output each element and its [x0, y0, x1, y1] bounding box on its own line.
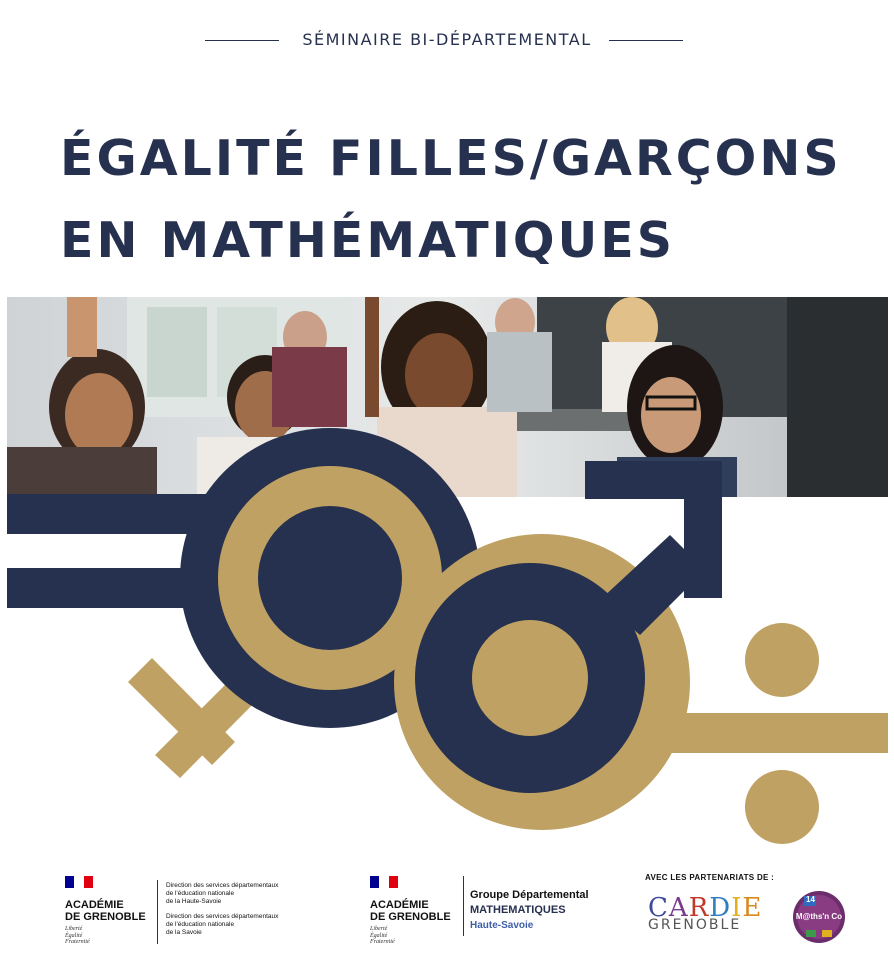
venus-inner-ring — [258, 506, 402, 650]
academie-grenoble-logo-1 — [65, 876, 165, 946]
republic-motto: Liberté Égalité Fraternité — [370, 926, 395, 945]
mars-inner-disc — [472, 620, 588, 736]
mathsenco-number: 14 — [806, 895, 815, 904]
title-line-2: EN MATHÉMATIQUES — [60, 212, 676, 269]
division-dot-bottom — [745, 770, 819, 844]
french-flag-icon — [65, 876, 93, 888]
academie-name: ACADÉMIE DE GRENOBLE — [370, 899, 451, 923]
logo-1-divider — [157, 880, 158, 944]
dsden-haute-savoie: Direction des services départementaux de l'éducation nationale de la Haute-Savoie — [166, 882, 279, 905]
republic-motto: Liberté Égalité Fraternité — [65, 926, 90, 945]
division-bar — [650, 713, 888, 753]
seminar-kicker: SÉMINAIRE BI-DÉPARTEMENTAL — [302, 30, 592, 49]
page-title — [60, 118, 842, 282]
logo-2-divider — [463, 876, 464, 936]
kicker-rule-right — [609, 40, 683, 41]
title-line-1: ÉGALITÉ FILLES/GARÇONS — [60, 130, 842, 187]
partners-label: AVEC LES PARTENARIATS DE : — [645, 873, 775, 882]
gender-equality-graphic — [0, 420, 894, 850]
division-dot-top — [745, 623, 819, 697]
cardie-grenoble-logo — [648, 893, 773, 933]
mathsenco-text: M@ths'n Co — [795, 912, 843, 921]
french-flag-icon — [370, 876, 398, 888]
mathsenco-logo — [792, 890, 846, 944]
academie-name: ACADÉMIE DE GRENOBLE — [65, 899, 146, 923]
cardie-wordmark: CARDIE — [648, 893, 763, 923]
cardie-city: GRENOBLE — [648, 917, 742, 933]
groupe-departemental-mathematiques: Groupe Départemental MATHEMATIQUES Haute-Savoie — [470, 889, 589, 931]
dsden-savoie: Direction des services départementaux de l'éducation nationale de la Savoie — [166, 913, 279, 936]
academie-grenoble-logo-2 — [370, 876, 470, 946]
